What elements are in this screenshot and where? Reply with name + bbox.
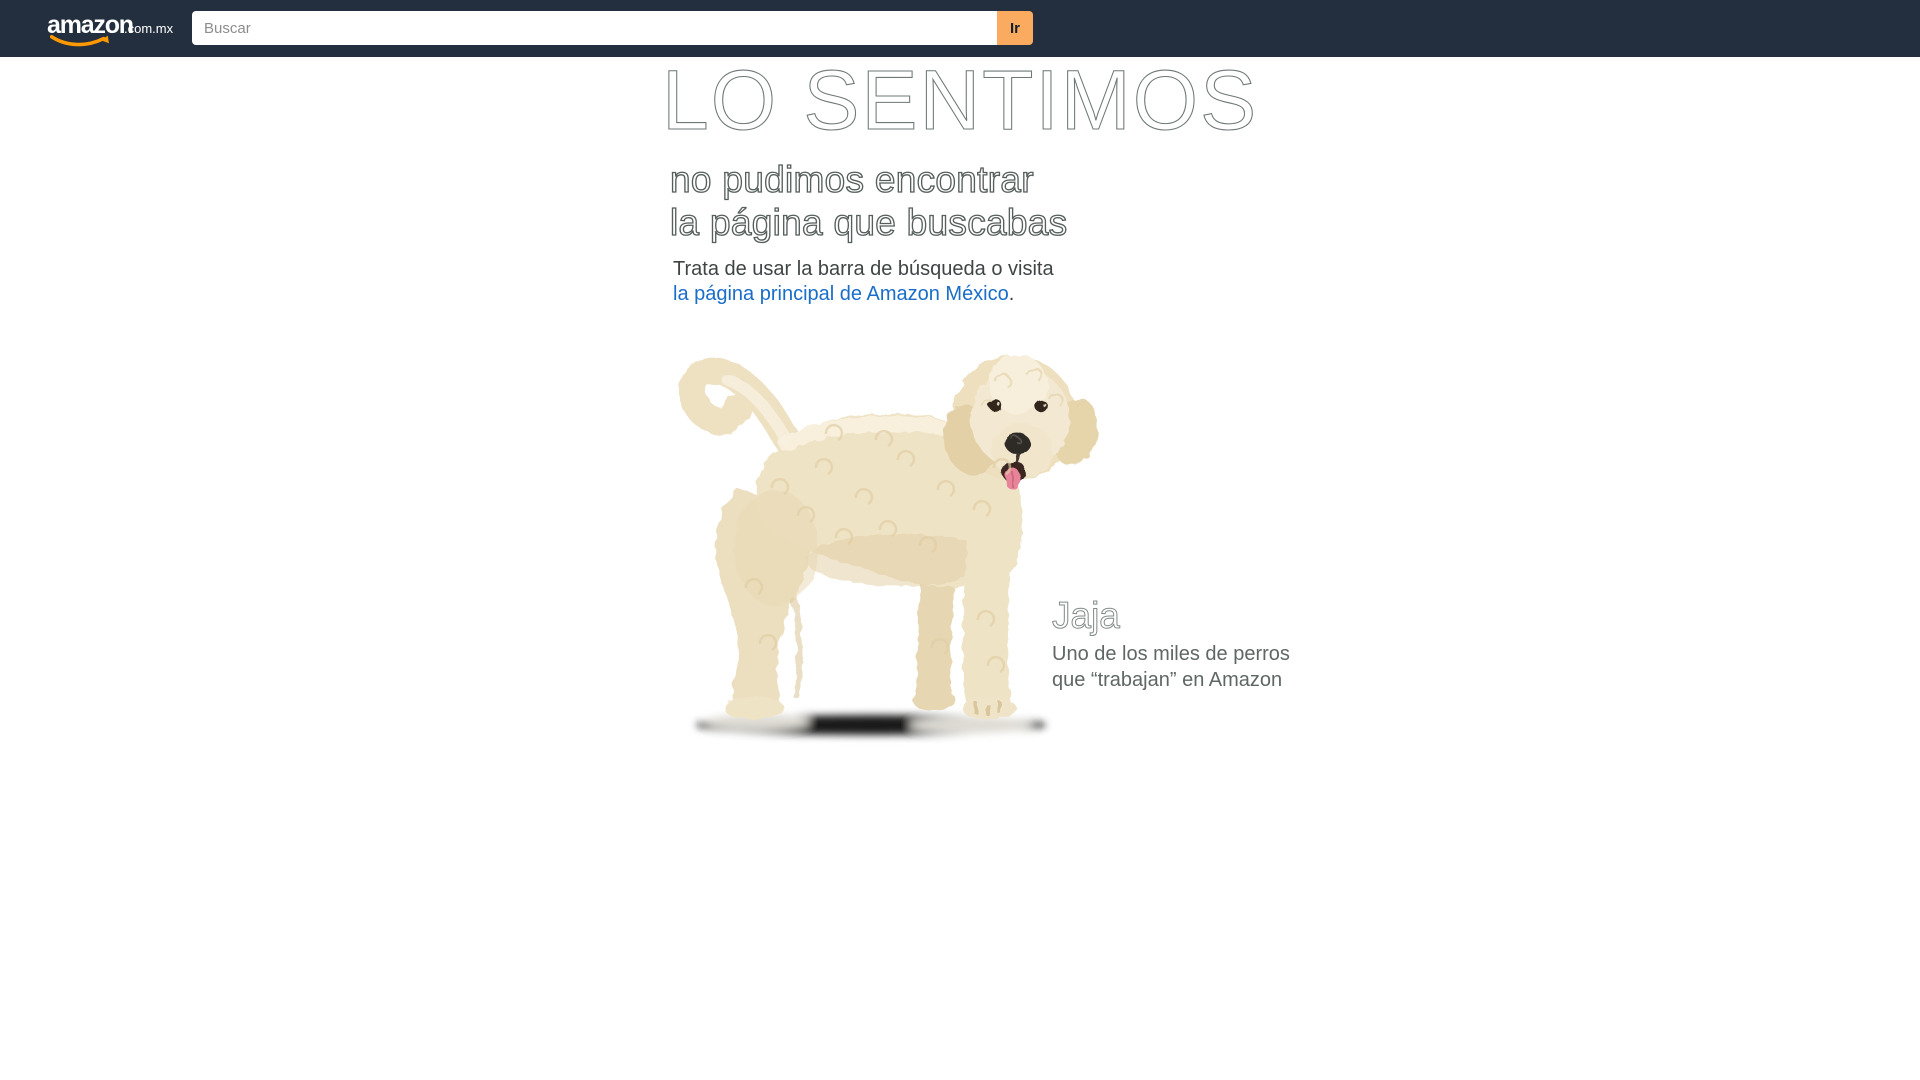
dog-caption-line-2: que “trabajan” en Amazon <box>1052 669 1283 691</box>
search-bar <box>192 11 1033 45</box>
amazon-logo-domain: .com.mx <box>124 21 174 36</box>
search-input[interactable] <box>192 11 997 45</box>
amazon-logo[interactable] <box>47 11 174 47</box>
help-paragraph <box>673 257 1054 307</box>
help-text: Trata de usar la barra de búsqueda o visita <box>673 258 1054 280</box>
page-subtitle <box>670 158 1067 244</box>
help-text-period: . <box>1008 283 1015 305</box>
dog-caption <box>1052 594 1290 693</box>
subtitle-line-2: la página que buscabas <box>670 202 1068 243</box>
dog-name: Jaja <box>1052 595 1120 636</box>
search-go-button[interactable]: Ir <box>997 11 1033 45</box>
page-title: LO SENTIMOS <box>662 53 1259 147</box>
dog-body <box>692 355 1103 720</box>
top-navbar <box>0 0 1920 57</box>
amazon-logo-text: amazon <box>47 11 133 39</box>
subtitle-line-1: no pudimos encontrar <box>670 159 1034 200</box>
home-page-link[interactable]: la página principal de Amazon México <box>673 283 1009 305</box>
dog-caption-line-1: Uno de los miles de perros <box>1052 643 1290 665</box>
dog-photo <box>676 348 1108 752</box>
amazon-smile-icon <box>50 35 110 48</box>
